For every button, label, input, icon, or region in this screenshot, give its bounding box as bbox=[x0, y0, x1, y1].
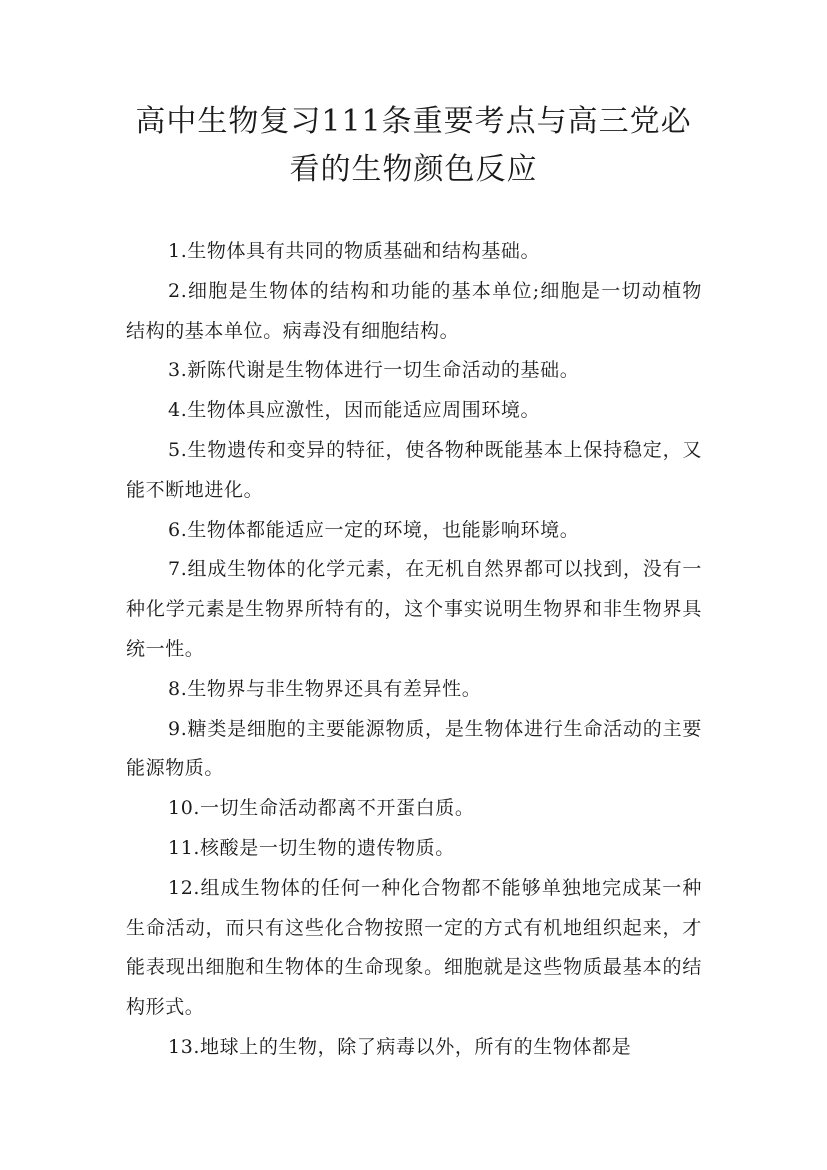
paragraph-1: 1.生物体具有共同的物质基础和结构基础。 bbox=[168, 240, 541, 262]
paragraph-5: 5.生物遗传和变异的特征，使各物种既能基本上保持稳定，又能不断地进化。 bbox=[126, 438, 702, 501]
paragraph-2: 2.细胞是生物体的结构和功能的基本单位;细胞是一切动植物结构的基本单位。病毒没有细胞结构。 bbox=[126, 279, 702, 342]
paragraph-3: 3.新陈代谢是生物体进行一切生命活动的基础。 bbox=[168, 359, 580, 382]
paragraph-7: 7.组成生物体的化学元素，在无机自然界都可以找到，没有一种化学元素是生物界所特有的，这个事实说明生物界和非生物界具统一性。 bbox=[126, 558, 702, 660]
paragraph-12: 12.组成生物体的任何一种化合物都不能够单独地完成某一种生命活动，而只有这些化合物按照一定的方式有机地组织起来，才能表现出细胞和生物体的生命现象。细胞就是这些物质最基本的结构形式。 bbox=[126, 876, 702, 1019]
document-body bbox=[126, 232, 702, 1068]
paragraph-13: 13.地球上的生物，除了病毒以外，所有的生物体都是 bbox=[168, 1035, 632, 1058]
paragraph-10: 10.一切生命活动都离不开蛋白质。 bbox=[168, 797, 475, 820]
paragraph-11: 11.核酸是一切生物的遗传物质。 bbox=[168, 836, 455, 859]
paragraph-8: 8.生物界与非生物界还具有差异性。 bbox=[168, 677, 482, 700]
document-title: 高中生物复习111条重要考点与高三党必看的生物颜色反应 bbox=[135, 104, 692, 187]
paragraph-6: 6.生物体都能适应一定的环境，也能影响环境。 bbox=[168, 518, 580, 541]
paragraph-4: 4.生物体具应激性，因而能适应周围环境。 bbox=[168, 399, 541, 422]
paragraph-9: 9.糖类是细胞的主要能源物质，是生物体进行生命活动的主要能源物质。 bbox=[126, 717, 702, 780]
